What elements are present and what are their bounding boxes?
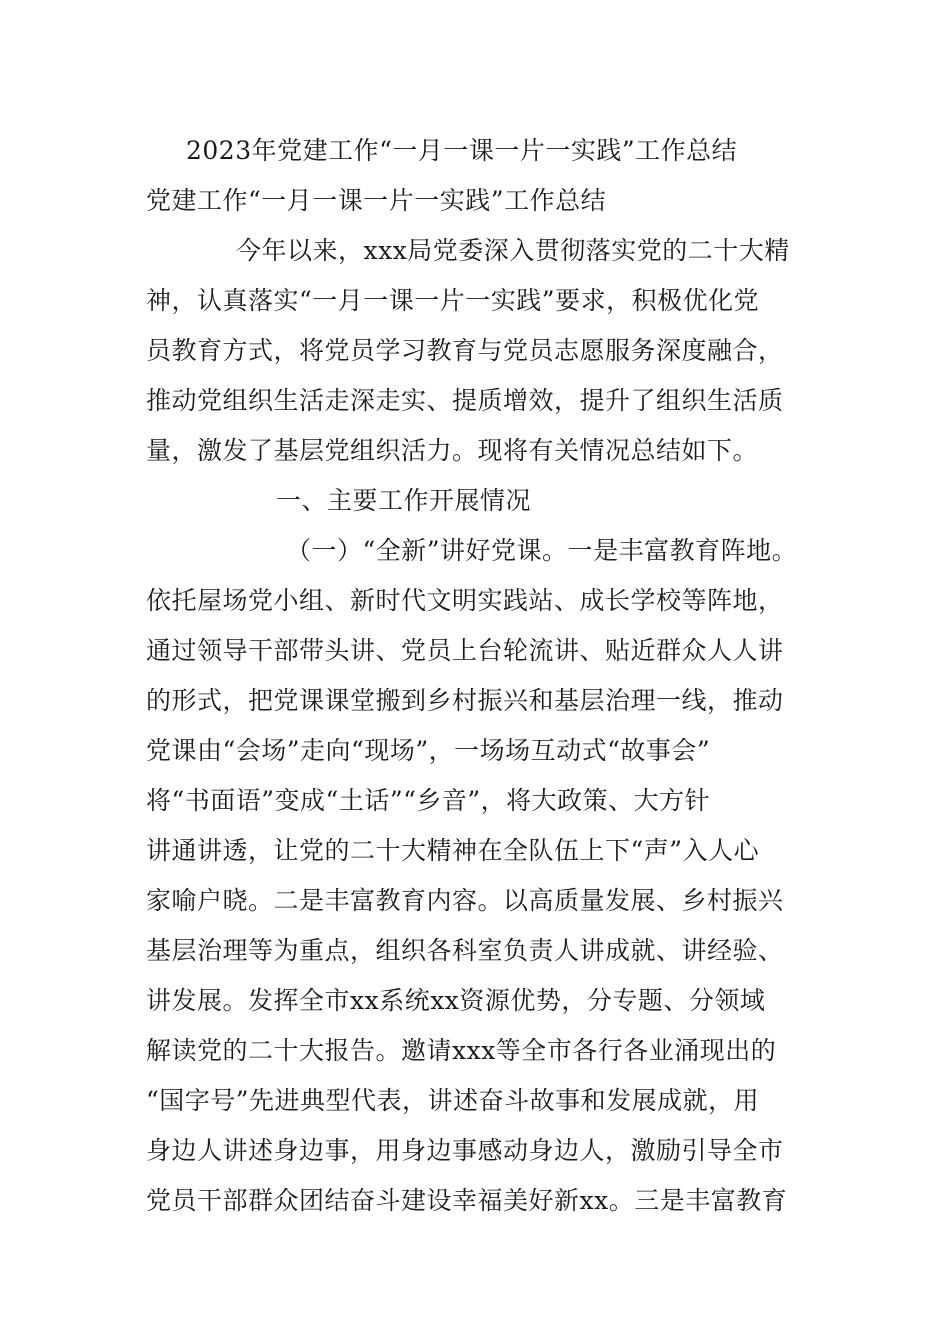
paragraph-line: 员教育方式，将党员学习教育与党员志愿服务深度融合， xyxy=(146,336,784,365)
paragraph-line: 党课由“会场”走向“现场”，一场场互动式“故事会” xyxy=(146,736,711,765)
document-subtitle: 党建工作“一月一课一片一实践”工作总结 xyxy=(146,186,607,215)
paragraph-line: 通过领导干部带头讲、党员上台轮流讲、贴近群众人人讲 xyxy=(146,636,784,665)
paragraph-line: 家喻户晓。二是丰富教育内容。以高质量发展、乡村振兴 xyxy=(146,886,784,915)
paragraph-line: 推动党组织生活走深走实、提质增效，提升了组织生活质 xyxy=(146,386,784,415)
paragraph-line: 讲发展。发挥全市xx系统xx资源优势，分专题、分领域 xyxy=(146,986,766,1015)
paragraph-line: “国字号”先进典型代表，讲述奋斗故事和发展成就，用 xyxy=(146,1086,760,1115)
paragraph-line: 身边人讲述身边事，用身边事感动身边人，激励引导全市 xyxy=(146,1136,784,1165)
paragraph-line: 基层治理等为重点，组织各科室负责人讲成就、讲经验、 xyxy=(146,936,784,965)
paragraph-line: 今年以来，xxx局党委深入贯彻落实党的二十大精 xyxy=(236,236,790,265)
paragraph-line: 依托屋场党小组、新时代文明实践站、成长学校等阵地， xyxy=(146,586,784,615)
section-heading: 一、主要工作开展情况 xyxy=(276,486,532,515)
paragraph-line: 量，激发了基层党组织活力。现将有关情况总结如下。 xyxy=(146,436,759,465)
paragraph-line: 讲通讲透，让党的二十大精神在全队伍上下“声”入人心 xyxy=(146,836,760,865)
subsection-heading-line: （一）“全新”讲好党课。一是丰富教育阵地。 xyxy=(286,536,798,565)
document-title: 2023年党建工作“一月一课一片一实践”工作总结 xyxy=(186,136,738,165)
paragraph-line: 党员干部群众团结奋斗建设幸福美好新xx。三是丰富教育 xyxy=(146,1186,788,1215)
paragraph-line: 神，认真落实“一月一课一片一实践”要求，积极优化党 xyxy=(146,286,760,315)
paragraph-line: 解读党的二十大报告。邀请xxx等全市各行各业涌现出的 xyxy=(146,1036,777,1065)
paragraph-line: 将“书面语”变成“土话”“乡音”，将大政策、大方针 xyxy=(146,786,711,815)
paragraph-line: 的形式，把党课课堂搬到乡村振兴和基层治理一线，推动 xyxy=(146,686,784,715)
